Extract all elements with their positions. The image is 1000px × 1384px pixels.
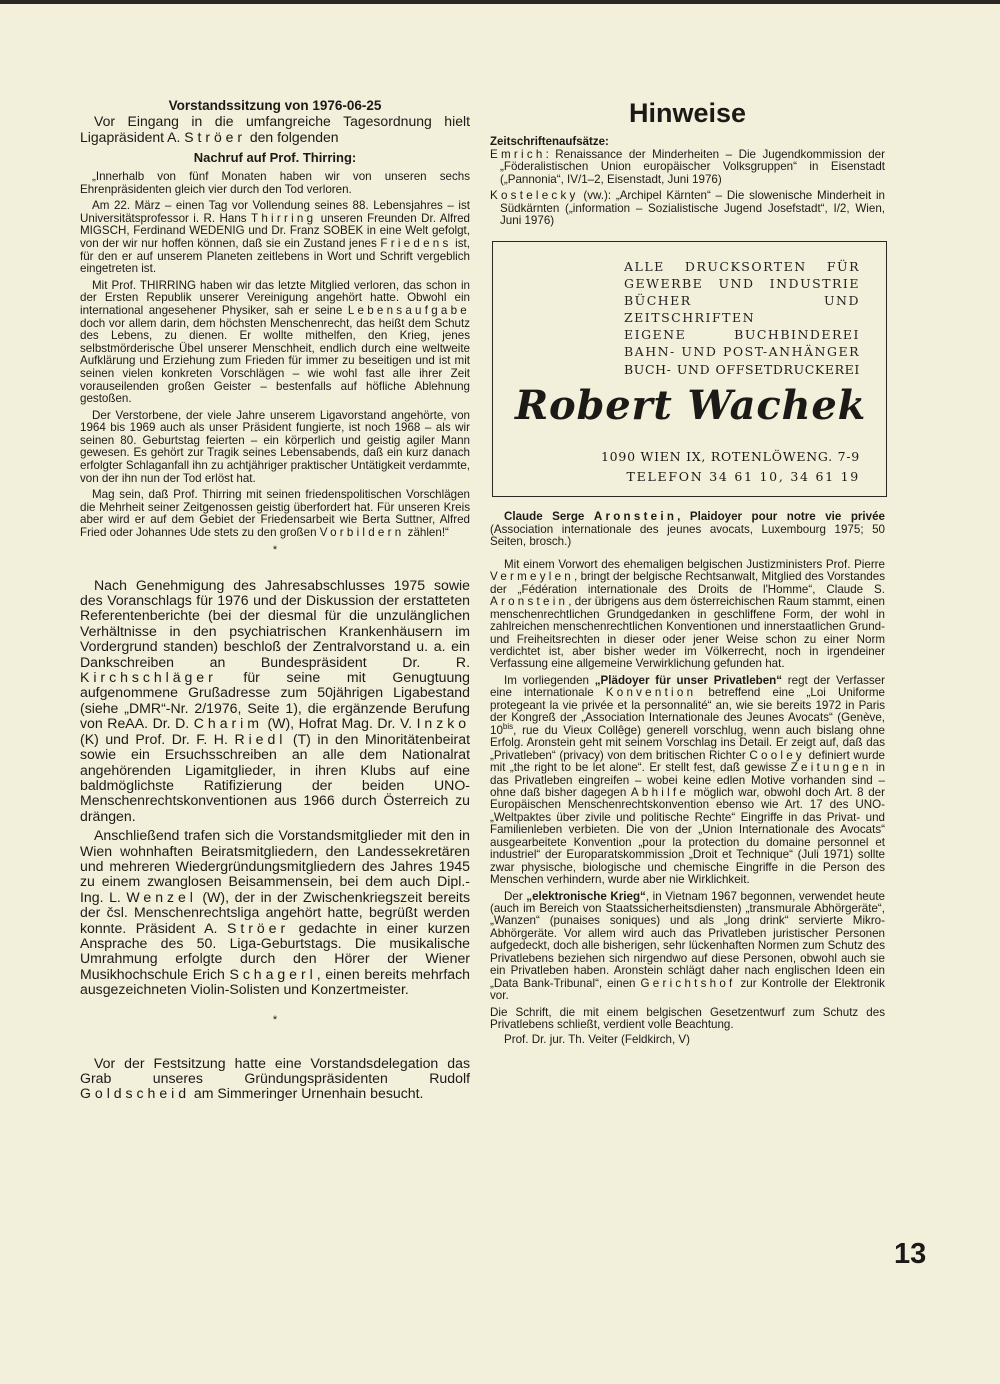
spaced-name: Schagerl — [229, 965, 317, 982]
paragraph: Der Verstorbene, der viele Jahre unserem Ligavorstand angehörte, von 1964 bis 1969 auch als unser Präsident fungierte, ist noch 1968 – als wir seinen 80. Geburtstag feierten – ein körperlich und geistig agiler Mann gewesen. Es gehört zur Tragik seines Lebensabends, daß ein kurz danach erfolgter Schlaganfall ihn zu achtjähriger praktischer Untätigkeit verdammte, von der ihn nun der Tod erlöst hat. — [80, 408, 470, 485]
paragraph: „Innerhalb von fünf Monaten haben wir von unseren sechs Ehrenpräsidenten gleich vier durch den Tod verloren. — [80, 170, 470, 196]
spaced-name: Thirring — [251, 211, 317, 225]
spaced-name: Charim — [193, 715, 263, 732]
paragraph: Vor der Festsitzung hatte eine Vorstandsdelegation das Grab unseres Gründungspräsidenten Rudolf Goldscheid am Simmeringer Urnenhain besucht. — [80, 1054, 470, 1102]
paragraph: Im vorliegenden „Plädoyer für unser Privatleben“ regt der Verfasser eine internationale Konvention betreffend eine „Loi Uniforme protegeant la vie privée et la personnalité“ an, wie sie bereits 1972 in Paris der Kongreß der „Association Internationale des Jeunes Avocats“ (Genève, $10^{bis}$, rue du Vieux Collêge) generell vorschlug, wenn auch bislang ohne Erfolg. Aronstein geht mit seinem Vorschlag ins Detail. Er zeigt auf, daß das „Privatleben“ (privacy) von dem britischen Richter Cooley definiert wurde mit „the right to be let alone“. Er stellt fest, daß gewisse Zeitungen in das Privatleben eingreifen – wobei keine edlen Motive vorhanden sind – ohne daß bisher dagegen Abhilfe möglich war, obwohl doch Art. 8 der Europäischen Menschenrechtskonvention ebenso wie Art. 17 des UNO-„Weltpaktes über zivile und politische Rechte“ Eingriffe in das Privat- und Familienleben verbieten. Die von der „Union Internationale des Avocats“ ausgearbeitete Konvention „pour la protection du domaine personnel et industriel“ der Europaratskommission „Droit et Technique“ (Juli 1971) sollte zwar physische, biologische und chemische Eingriffe in die Person des Menschen verhindern, wurde aber nie Wirklichkeit. — [490, 673, 885, 887]
review-citation: Claude Serge Aronstein, Plaidoyer pour notre vie privée (Association internationale des jeunes avocats, Luxembourg 1975; 50 Seiten, brosch.) — [490, 510, 885, 549]
reference-item: Kostelecky (vw.): „Archipel Kärnten“ – Die slowenische Minderheit in Südkärnten („information – Sozialistische Jugend Josefstadt“, I/2, Wien, Juni 1976) — [490, 189, 885, 228]
hints-title: Hinweise — [628, 98, 747, 128]
ad-line: BAHN- UND POST-ANHÄNGER — [624, 344, 860, 360]
superscript: bis — [502, 721, 514, 731]
paragraph: Mit Prof. THIRRING haben wir das letzte Mitglied verloren, das schon in der Ersten Republik unserer Vereinigung angehört hatte. Obwohl ein international angesehener Physiker, sah er seine Lebensaufgabe doch vor allem darin, dem höchsten Menschenrecht, das heißt dem Schutz des Lebens, zu dienen. Er wollte mithelfen, den Krieg, jenes selbstmörderische Übel unserer Menschheit, endlich durch eine weltweite Aufklärung und Erziehung zum Frieden für immer zu beseitigen und ist mit seinen vielen konkreten Vorschlägen – wie wohl fast alle ihrer Zeit vorauseilenden großen Geister – bestenfalls auf höfliche Ablehnung gestoßen. — [80, 278, 470, 406]
spaced-name: Cooley — [749, 748, 805, 762]
spaced-name: Zeitungen — [790, 761, 872, 775]
ad-company-name: Robert Wachek — [515, 382, 867, 430]
spaced-name: Abhilfe — [630, 785, 690, 799]
closing-text — [80, 1056, 470, 1102]
obituary-title: Nachruf auf Prof. Thirring: — [193, 150, 357, 165]
meeting-intro: Vor Eingang in die umfangreiche Tagesordnung hielt Ligapräsident A. Ströer den folgenden — [80, 113, 470, 145]
spaced-name: Kostelecky — [490, 189, 579, 203]
obituary-text — [80, 171, 470, 540]
right-column — [490, 98, 885, 1050]
report-text — [80, 578, 470, 998]
separator: * — [272, 543, 278, 556]
bold-text: „elektronische Krieg“ — [526, 889, 646, 903]
spaced-name: Ströer — [227, 919, 290, 936]
ad-contact — [592, 447, 860, 487]
paragraph: Mag sein, daß Prof. Thirring mit seinen friedenspolitischen Vorschlägen die Mehrheit seiner Zeitgenossen geistig überfordert hat. Für unseren Kreis aber wird er auf dem Gebiet der Friedensarbeit wie Berta Suttner, Alfred Fried oder Johannes Ude stets zu den großen Vorbildern zählen!“ — [80, 488, 470, 540]
paragraph: Anschließend trafen sich die Vorstandsmitglieder mit den in Wien wohnhaften Beiratsmitgliedern, den Landessekretären und mehreren Wiedergründungsmitgliedern des Jahres 1945 zu einem zwanglosen Beisammensein, bei dem auch Dipl.-Ing. L. Wenzel (W), der in der Zwischenkriegszeit bereits der čsl. Menschenrechtsliga angehört hatte, begrüßt werden konnte. Präsident A. Ströer gedachte in einer kurzen Ansprache des 50. Liga-Geburtstags. Die musikalische Umrahmung erfolgte durch den Hörer der Wiener Musikhochschule Erich Schagerl, einen bereits mehrfach ausgezeichneten Violin-Solisten und Konzertmeister. — [80, 827, 471, 998]
paragraph: Am 22. März – einen Tag vor Vollendung seines 88. Lebensjahres – ist Universitätsprofessor i. R. Hans Thirring unseren Freunden Dr. Alfred MIGSCH, Ferdinand WEDENIG und Dr. Franz SOBEK in eine Welt gefolgt, von der wir nur hoffen können, daß sie ein Zustand jenes Friedens ist, für den er auf unserem Planeten zeitlebens in Wort und Schrift vergeblich eingetreten ist. — [80, 199, 470, 276]
spaced-name: Ströer — [184, 128, 246, 145]
bold-text: Aronstein — [593, 510, 678, 524]
bold-text: Claude Serge — [504, 510, 594, 524]
reference-item: Emrich: Renaissance der Minderheiten – Die Jugendkommission der „Föderalistischen Union europäischer Volksgruppen“ in Eisenstadt („Pannonia“, IV/1–2, Eisenstadt, Juni 1976) — [490, 148, 885, 186]
ad-phone: TELEFON 34 61 10, 34 61 19 — [626, 469, 860, 485]
spaced-name: Inzko — [416, 715, 470, 732]
ad-services — [624, 258, 860, 360]
page-number: 13 — [894, 1238, 927, 1270]
spaced-name: Friedens — [380, 236, 452, 250]
ad-address: 1090 WIEN IX, ROTENLÖWENG. 7-9 — [600, 449, 860, 465]
spaced-name: Gerichtshof — [640, 976, 736, 990]
spaced-name: Emrich — [490, 148, 546, 161]
paragraph: Mit einem Vorwort des ehemaligen belgischen Justizministers Prof. Pierre Vermeylen, bringt der belgische Rechtsanwalt, Mitglied des Vorstandes der „Fédération internationale des Droits de l'Homme“, Claude S. Aronstein, der übrigens aus dem österreichischen Raum stammt, einen menschenrechtlichen Grundgedanken in geschliffene Form, der wohl in zahlreichen menschenrechtlichen Konventionen und innerstaatlichen Grund- und Freiheitsrechten in dieser oder jener Weise schon zu einer Norm verdichtet ist, aber bisher weder im Völkerrecht, noch in irgendeiner Verfassung eine allgemeine Verwirklichung gefunden hat. — [490, 557, 885, 671]
paragraph: Die Schrift, die mit einem belgischen Gesetzentwurf zum Schutz des Privatlebens schließt, verdient volle Beachtung. — [490, 1005, 885, 1032]
printer-advertisement — [492, 241, 887, 497]
scan-edge — [0, 0, 1000, 4]
spaced-name: Goldscheid — [80, 1085, 190, 1102]
spaced-name: Vermeylen — [490, 570, 575, 584]
ad-line: EIGENE BUCHBINDEREI — [624, 327, 860, 343]
spaced-name: Riedl — [234, 730, 287, 747]
bold-text: „Plädoyer für unser Privatleben“ — [594, 673, 783, 687]
ad-line: GEWERBE UND INDUSTRIE — [624, 276, 860, 292]
bold-text: , Plaidoyer pour notre vie privée — [677, 510, 885, 524]
meeting-title: Vorstandssitzung von 1976-06-25 — [168, 98, 382, 113]
section-heading: Zeitschriftenaufsätze: — [490, 136, 609, 148]
left-column — [80, 98, 470, 1106]
ad-business-type: BUCH- UND OFFSETDRUCKEREI — [624, 362, 860, 378]
book-review — [490, 511, 885, 1046]
spaced-name: Konvention — [605, 686, 697, 700]
ad-line: ALLE DRUCKSORTEN FÜR — [624, 259, 860, 275]
separator: * — [272, 1013, 278, 1026]
spaced-name: Vorbildern — [319, 526, 405, 540]
spaced-name: Wenzel — [126, 888, 197, 905]
review-author: Prof. Dr. jur. Th. Veiter (Feldkirch, V) — [504, 1032, 690, 1046]
spaced-name: Kirchschläger — [80, 669, 217, 686]
spaced-name: Aronstein — [490, 595, 569, 609]
paragraph: Nach Genehmigung des Jahresabschlusses 1975 sowie des Voranschlags für 1976 und der Diskussion der erstatteten Referentenberichte (bei der diesmal für die unzulänglichen Verhältnisse in den psychiatrischen Krankenhäusern im Vordergrund standen) beschloß der Zentralvorstand u. a. ein Dankschreiben an Bundespräsident Dr. R. Kirchschläger für seine mit Genugtuung aufgenommene Grußadresse zum 50jährigen Ligabestand (siehe „DMR“-Nr. 2/1976, Seite 1), die ergänzende Berufung von ReAA. Dr. D. Charim (W), Hofrat Mag. Dr. V. Inzko (K) und Prof. Dr. F. H. Riedl (T) in den Minoritätenbeirat sowie ein Ersuchsschreiben an alle dem Nationalrat angehörenden Ligamitglieder, in ihren Klubs auf eine baldmöglichste Ratifizierung der beiden UNO-Menschenrechtskonventionen aus 1966 durch Österreich zu drängen. — [80, 576, 471, 824]
spaced-name: Lebensaufgabe — [347, 303, 470, 317]
ad-line: BÜCHER UND ZEITSCHRIFTEN — [624, 293, 860, 326]
paragraph: Der „elektronische Krieg“, in Vietnam 1967 begonnen, verwendet heute (auch im Bereich von Staatssicherheitsdiensten) „transmurale Abhörgeräte“, „Wanzen“ (punaises soniques) und als „long drink“ servierte Mikro-Abhörgeräte. Vor allem wird auch das Privatleben juristischer Personen aufgedeckt, doch alle bisherigen, sehr lückenhaften Normen zum Schutz des Privatlebens beziehen sich nirgendwo auf diese Personen, obwohl auch sie ein Privatleben haben. Aronstein schlägt daher nach englischen Ideen ein „Data Bank-Tribunal“, einen Gerichtshof zur Kontrolle der Elektronik vor. — [490, 889, 885, 1003]
